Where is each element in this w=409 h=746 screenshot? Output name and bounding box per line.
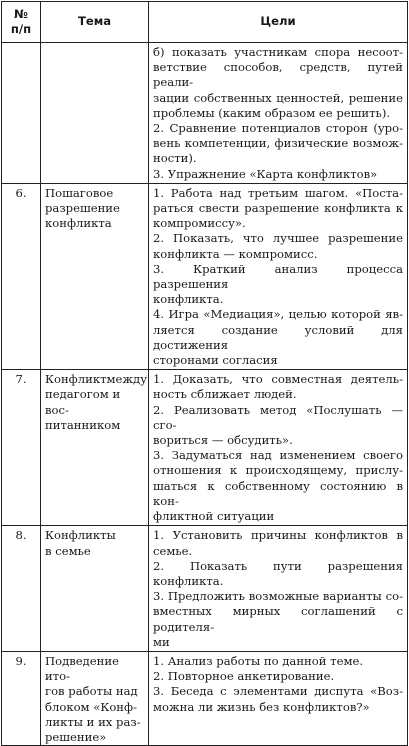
goal-line: 3. Предложить возможные варианты со- xyxy=(153,589,403,604)
goal-line: 1. Установить причины конфликтов в xyxy=(153,528,403,543)
goal-line: 3. Задуматься над изменением своего xyxy=(153,448,403,463)
topic-line: Конфликты xyxy=(45,528,116,543)
row-number: 8. xyxy=(2,526,41,652)
row-number: 6. xyxy=(2,183,41,369)
row-topic xyxy=(41,651,149,745)
goal-line: вместных мирных соглашений с родителя- xyxy=(153,604,403,634)
goal-line: ность сближает людей. xyxy=(153,387,297,402)
goal-line: можна ли жизнь без конфликтов?» xyxy=(153,699,370,714)
goal-line: раться свести разрешение конфликта к xyxy=(153,201,403,216)
goals-table xyxy=(1,1,408,746)
topic-line: решение» xyxy=(45,729,107,744)
goal-line: 1. Доказать, что совместная деятель- xyxy=(153,372,403,387)
goal-line: 2. Показать пути разрешения конфликта. xyxy=(153,558,403,588)
header-number xyxy=(2,2,41,43)
goal-line: ляется создание условий для достижения xyxy=(153,322,403,352)
topic-line: блоком «Конф- xyxy=(45,699,138,714)
goal-line: фликтной ситуации xyxy=(153,509,275,524)
goal-line: 3. Краткий анализ процесса разрешения xyxy=(153,261,403,292)
table-body xyxy=(2,43,408,746)
goal-line: шаться к собственному состоянию в кон- xyxy=(153,478,403,508)
goal-line: 1. Работа над третьим шагом. «Поста- xyxy=(153,185,403,200)
goal-line: 2. Сравнение потенциалов сторон (уро- xyxy=(153,121,403,136)
topic-line: педагогом и вос- xyxy=(45,387,121,417)
goal-line: б) показать участникам спора несоот- xyxy=(153,45,403,59)
goal-line: 4. Игра «Медиация», целью которой яв- xyxy=(153,307,403,322)
topic-line: Пошаговое xyxy=(45,185,114,200)
row-goals xyxy=(149,526,408,652)
goal-line: вень компетенции, физические возмож- xyxy=(153,136,403,151)
topic-line: в семье xyxy=(45,543,91,558)
row-number: 7. xyxy=(2,370,41,526)
table-header-row xyxy=(2,2,408,43)
header-number-symbol: № xyxy=(14,7,28,21)
header-number-abbr: п/п xyxy=(10,22,32,36)
row-goals xyxy=(149,651,408,745)
goal-line: отношения к происходящему, прислу- xyxy=(153,463,403,478)
row-topic xyxy=(41,526,149,652)
row-number: 9. xyxy=(2,651,41,745)
topic-line: ликты и их раз- xyxy=(45,714,141,729)
topic-line: конфликта xyxy=(45,216,112,231)
row-goals xyxy=(149,183,408,369)
row-topic xyxy=(41,43,149,184)
goal-line: семье. xyxy=(153,543,193,558)
topic-line: Конфликтмежду xyxy=(45,372,148,387)
goal-line: ности). xyxy=(153,151,197,166)
goal-line: проблемы (каким образом ее решить). xyxy=(153,105,391,120)
topic-line: разрешение xyxy=(45,201,120,216)
goal-line: конфликта — компромисс. xyxy=(153,246,318,261)
table-row xyxy=(2,43,408,184)
topic-line: питанником xyxy=(45,417,121,432)
header-goals: Цели xyxy=(149,2,408,43)
goal-line: конфликта. xyxy=(153,292,224,307)
topic-line: Подведение ито- xyxy=(45,653,119,684)
goal-line: сторонами согласия xyxy=(153,353,278,368)
table-row xyxy=(2,183,408,369)
goal-line: 2. Реализовать метод «Послушать — сго- xyxy=(153,402,403,432)
topic-line: гов работы над xyxy=(45,684,138,699)
row-number xyxy=(2,43,41,184)
row-goals xyxy=(149,370,408,526)
row-topic xyxy=(41,183,149,369)
row-goals xyxy=(149,43,408,184)
goal-line: компромиссу». xyxy=(153,216,246,231)
goal-line: 3. Упражнение «Карта конфликтов» xyxy=(153,166,378,181)
goal-line: вориться — обсудить». xyxy=(153,433,293,448)
goal-line: ветствие способов, средств, путей реали- xyxy=(153,60,403,90)
table-row xyxy=(2,526,408,652)
goal-line: 1. Анализ работы по данной теме. xyxy=(153,653,364,668)
goal-line: ми xyxy=(153,634,170,649)
goal-line: зации собственных ценностей, решение xyxy=(153,90,403,105)
row-topic xyxy=(41,370,149,526)
goal-line: 3. Беседа с элементами диспута «Воз- xyxy=(153,684,403,699)
header-topic: Тема xyxy=(41,2,149,43)
goal-line: 2. Показать, что лучшее разрешение xyxy=(153,231,403,246)
table-row xyxy=(2,651,408,745)
goal-line: 2. Повторное анкетирование. xyxy=(153,669,335,684)
table-row xyxy=(2,370,408,526)
